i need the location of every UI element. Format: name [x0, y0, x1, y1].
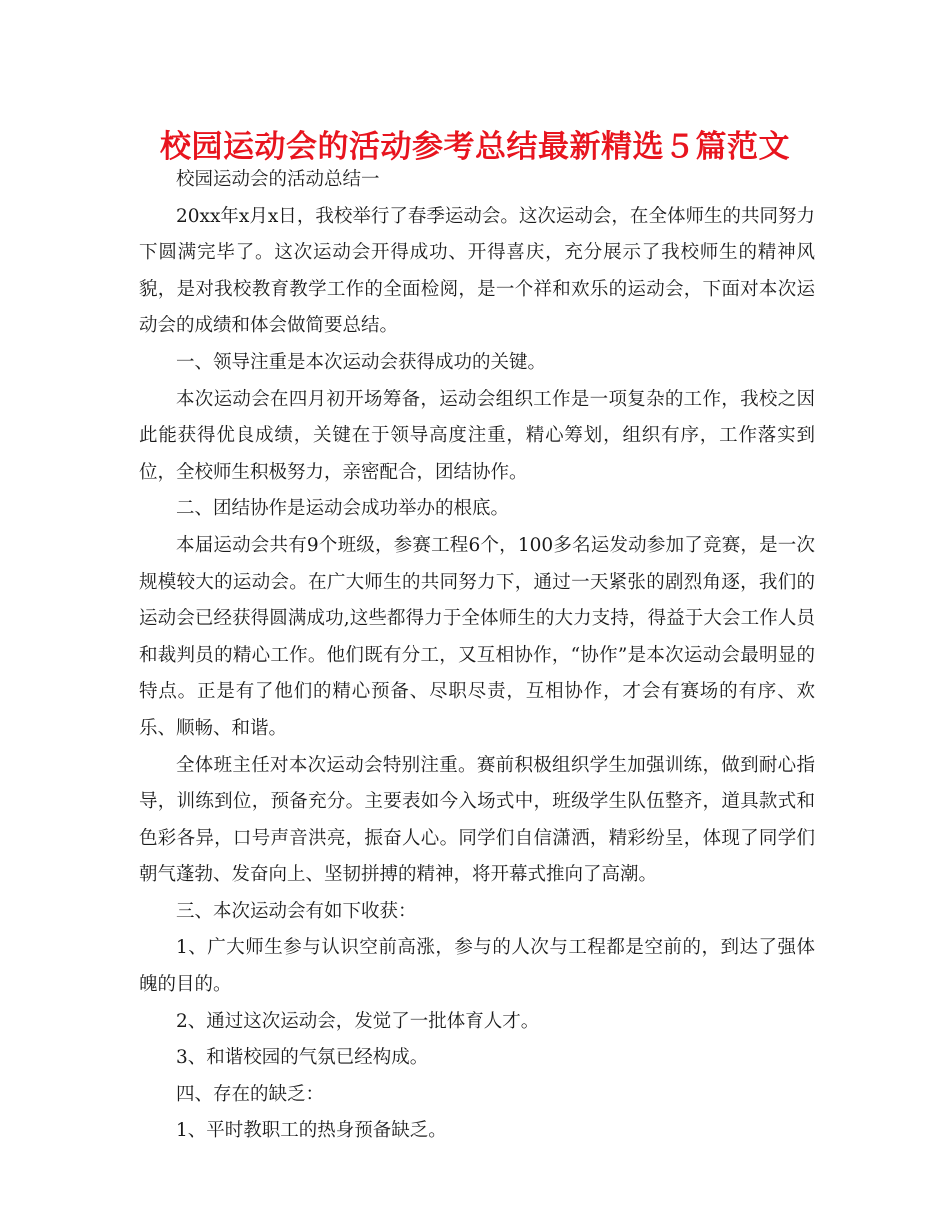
list-item-gain-2: 2、通过这次运动会，发觉了一批体育人才。: [176, 1010, 540, 1032]
list-item-gain-1: 1、广大师生参与认识空前高涨，参与的人次与工程都是空前的，到达了强体魄的目的。: [139, 937, 815, 996]
paragraph-intro: 20xx年x月x日，我校举行了春季运动会。这次运动会，在全体师生的共同努力下圆满完毕了。这次运动会开得成功、开得喜庆，充分展示了我校师生的精神风貌，是对我校教育教学工作的全面检阅，是一个祥和欢乐的运动会，下面对本次运动会的成绩和体会做简要总结。: [139, 205, 815, 337]
section-heading-leadership: 一、领导注重是本次运动会获得成功的关键。: [176, 351, 547, 373]
paragraph-class-teachers: 全体班主任对本次运动会特别注重。赛前积极组织学生加强训练，做到耐心指导，训练到位，预备充分。主要表如今入场式中，班级学生队伍整齐，道具款式和色彩各异，口号声音洪亮，振奋人心。同学们自信潇洒，精彩纷呈，体现了同学们朝气蓬勃、发奋向上、坚韧拼搏的精神，将开幕式推向了高潮。: [139, 754, 815, 886]
paragraph-leadership: 本次运动会在四月初开场筹备，运动会组织工作是一项复杂的工作，我校之因此能获得优良成绩，关键在于领导高度注重，精心筹划，组织有序，工作落实到位，全校师生积极努力，亲密配合，团结协作。: [139, 388, 815, 483]
paragraph-teamwork: 本届运动会共有9个班级，参赛工程6个，100多名运发动参加了竞赛，是一次规模较大的运动会。在广大师生的共同努力下，通过一天紧张的剧烈角逐，我们的运动会已经获得圆满成功,这些都得力于全体师生的大力支持，得益于大会工作人员和裁判员的精心工作。他们既有分工，又互相协作，“协作”是本次运动会最明显的特点。正是有了他们的精心预备、尽职尽责，互相协作，才会有赛场的有序、欢乐、顺畅、和谐。: [139, 534, 815, 739]
list-item-shortcoming-1: 1、平时教职工的热身预备缺乏。: [176, 1120, 447, 1142]
section-heading-summary-one: 校园运动会的活动总结一: [176, 169, 380, 190]
document-title: 校园运动会的活动参考总结最新精选５篇范文: [160, 129, 790, 165]
section-heading-gains: 三、本次运动会有如下收获：: [176, 900, 417, 922]
section-heading-shortcomings: 四、存在的缺乏：: [176, 1083, 325, 1105]
list-item-gain-3: 3、和谐校园的气氛已经构成。: [176, 1047, 429, 1069]
section-heading-teamwork: 二、团结协作是运动会成功举办的根底。: [176, 498, 510, 520]
document-body: [139, 162, 815, 1150]
